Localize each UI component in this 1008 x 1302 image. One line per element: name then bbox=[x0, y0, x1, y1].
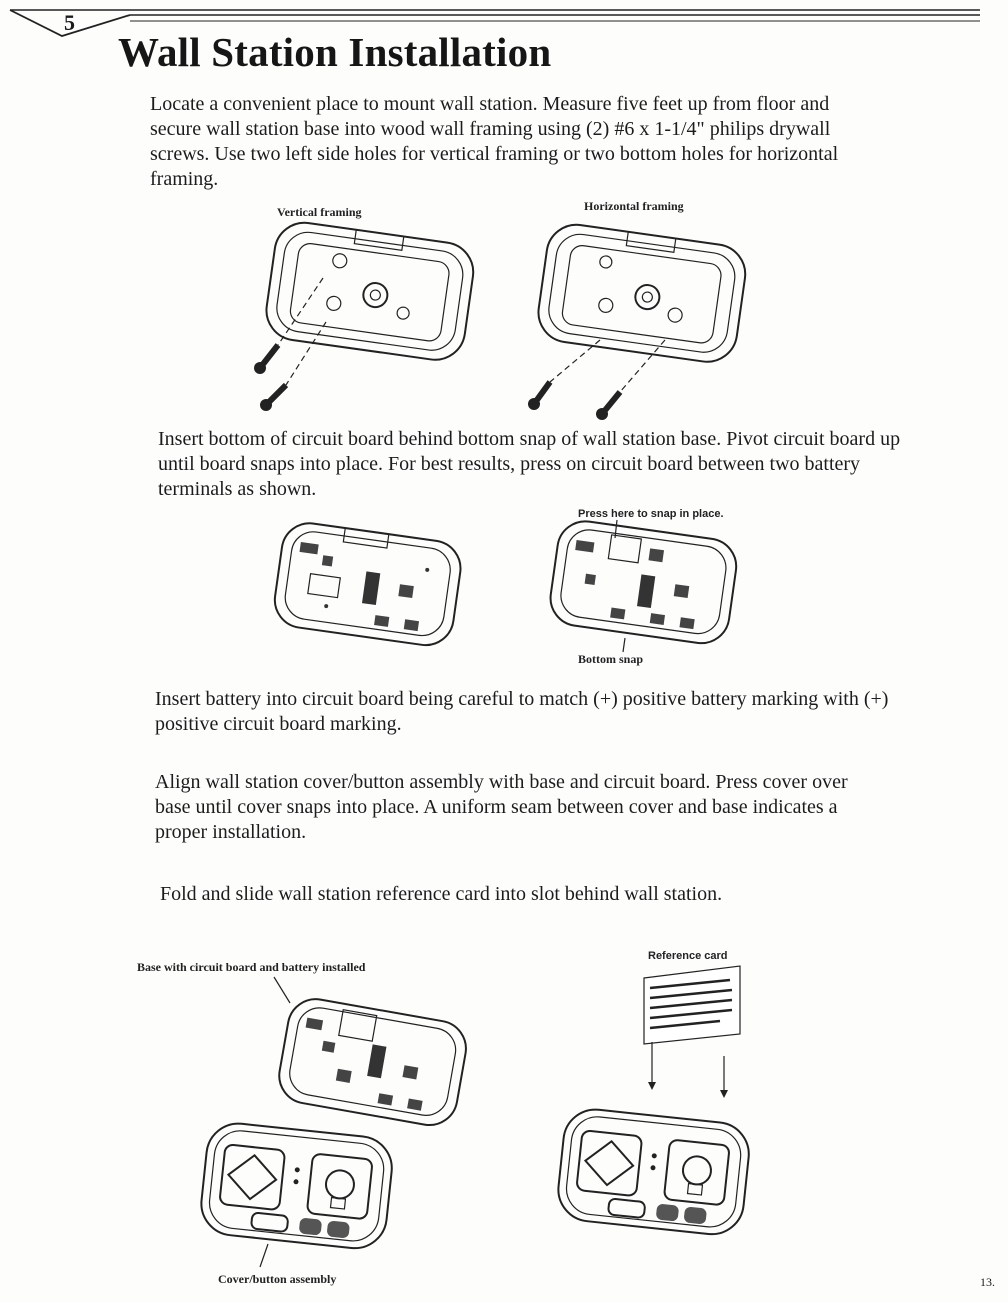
step-number: 5 bbox=[64, 10, 75, 35]
label-base-with-board: Base with circuit board and battery installed bbox=[137, 960, 366, 974]
label-press-here: Press here to snap in place. bbox=[578, 508, 724, 520]
paragraph-battery: Insert battery into circuit board being careful to match (+) positive battery marking with (+) positive circuit board marking. bbox=[155, 688, 889, 735]
vertical-framing-illustration bbox=[248, 220, 488, 420]
label-horizontal-framing: Horizontal framing bbox=[584, 199, 684, 213]
insert-arrows bbox=[640, 1040, 750, 1110]
paragraph-mount: Locate a convenient place to mount wall station. Measure five feet up from floor and secure wall station base into wood wall framing using (2) #6 x 1-1/4" philips drywall screws. Use two left side holes for vertical framing or two bottom holes for horizontal framing. bbox=[150, 93, 839, 190]
horizontal-framing-illustration bbox=[520, 222, 760, 422]
paragraph-circuit-board: Insert bottom of circuit board behind bottom snap of wall station base. Pivot circuit board up until board snaps into place. For best results, press on circuit board between two battery terminals as shown. bbox=[158, 428, 901, 500]
circuit-board-illustration-right bbox=[545, 520, 745, 660]
circuit-board-illustration-left bbox=[270, 522, 470, 652]
cover-assembly-illustration bbox=[198, 1122, 398, 1252]
assembled-station-illustration bbox=[555, 1108, 755, 1238]
label-bottom-snap: Bottom snap bbox=[578, 652, 644, 666]
base-assembly-illustration bbox=[275, 1000, 475, 1130]
label-vertical-framing: Vertical framing bbox=[277, 205, 362, 219]
label-cover-assembly: Cover/button assembly bbox=[218, 1272, 337, 1286]
paragraph-cover: Align wall station cover/button assembly with base and circuit board. Press cover over base until cover snaps into place. A uniform seam between cover and base indicates a proper installation. bbox=[155, 771, 848, 843]
label-reference-card: Reference card bbox=[648, 950, 728, 962]
page-number: 13. bbox=[980, 1275, 995, 1289]
paragraph-reference-card: Fold and slide wall station reference card into slot behind wall station. bbox=[160, 883, 723, 905]
page-title: Wall Station Installation bbox=[118, 29, 552, 75]
